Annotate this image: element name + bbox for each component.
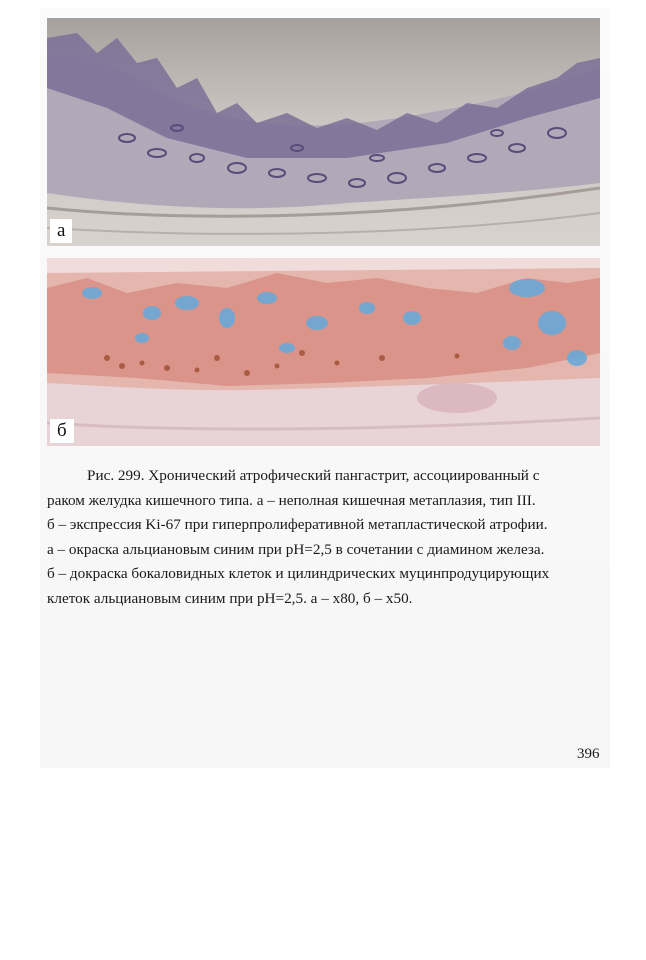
caption-line-6: клеток альциановым синим при рН=2,5. а – х80, б – х50. (47, 589, 413, 607)
caption-line-1: Рис. 299. Хронический атрофический пангастрит, ассоциированный с (87, 467, 540, 484)
page-number: 396 (577, 746, 600, 762)
figure-panel-a (47, 18, 600, 246)
histology-image-b (47, 258, 600, 446)
caption-line-5: б – докраска бокаловидных клеток и цилиндрических муцинпродуцирующих (47, 565, 550, 583)
figure-panel-b (47, 258, 600, 446)
panel-b-label: б (50, 419, 74, 443)
caption-line-3: б – экспрессия Ki-67 при гиперпролиферативной метапластической атрофии. (47, 516, 548, 534)
panel-a-label: а (50, 219, 72, 243)
histology-image-a (47, 18, 600, 246)
caption-line-2: раком желудка кишечного типа. а – неполная кишечная метаплазия, тип III. (47, 491, 536, 509)
figure-caption (47, 464, 599, 612)
caption-line-4: а – окраска альциановым синим при рН=2,5 в сочетании с диамином железа. (47, 540, 545, 558)
